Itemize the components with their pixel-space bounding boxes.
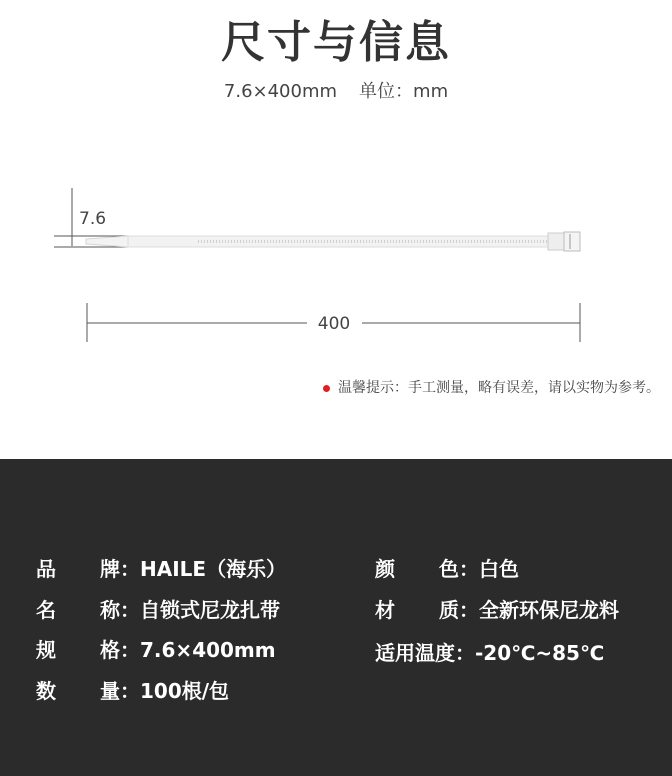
width-label: 7.6 [79, 209, 107, 229]
cable-tie-image [86, 232, 580, 251]
spec-size: 规 格：7.6×400mm [36, 638, 276, 662]
spec-color: 颜 色：白色 [375, 557, 519, 581]
red-bullet-icon [323, 385, 330, 392]
spec-temperature: 适用温度：-20℃~85℃ [375, 641, 605, 665]
spec-brand: 品 牌：HAILE（海乐） [36, 557, 287, 581]
measurement-note-text: 温馨提示：手工测量，略有误差，请以实物为参考。 [338, 380, 660, 396]
length-label: 400 [317, 314, 351, 334]
measurement-note [323, 377, 660, 397]
spec-quantity: 数 量：100根/包 [36, 679, 230, 703]
cable-tie-diagram [0, 0, 672, 360]
spec-name: 名 称：自锁式尼龙扎带 [36, 598, 280, 622]
page-title: 尺寸与信息 [221, 17, 451, 68]
spec-material: 材 质：全新环保尼龙料 [375, 598, 619, 622]
size-text: 7.6×400mm [223, 81, 338, 102]
unit-text: 单位：mm [359, 81, 449, 102]
